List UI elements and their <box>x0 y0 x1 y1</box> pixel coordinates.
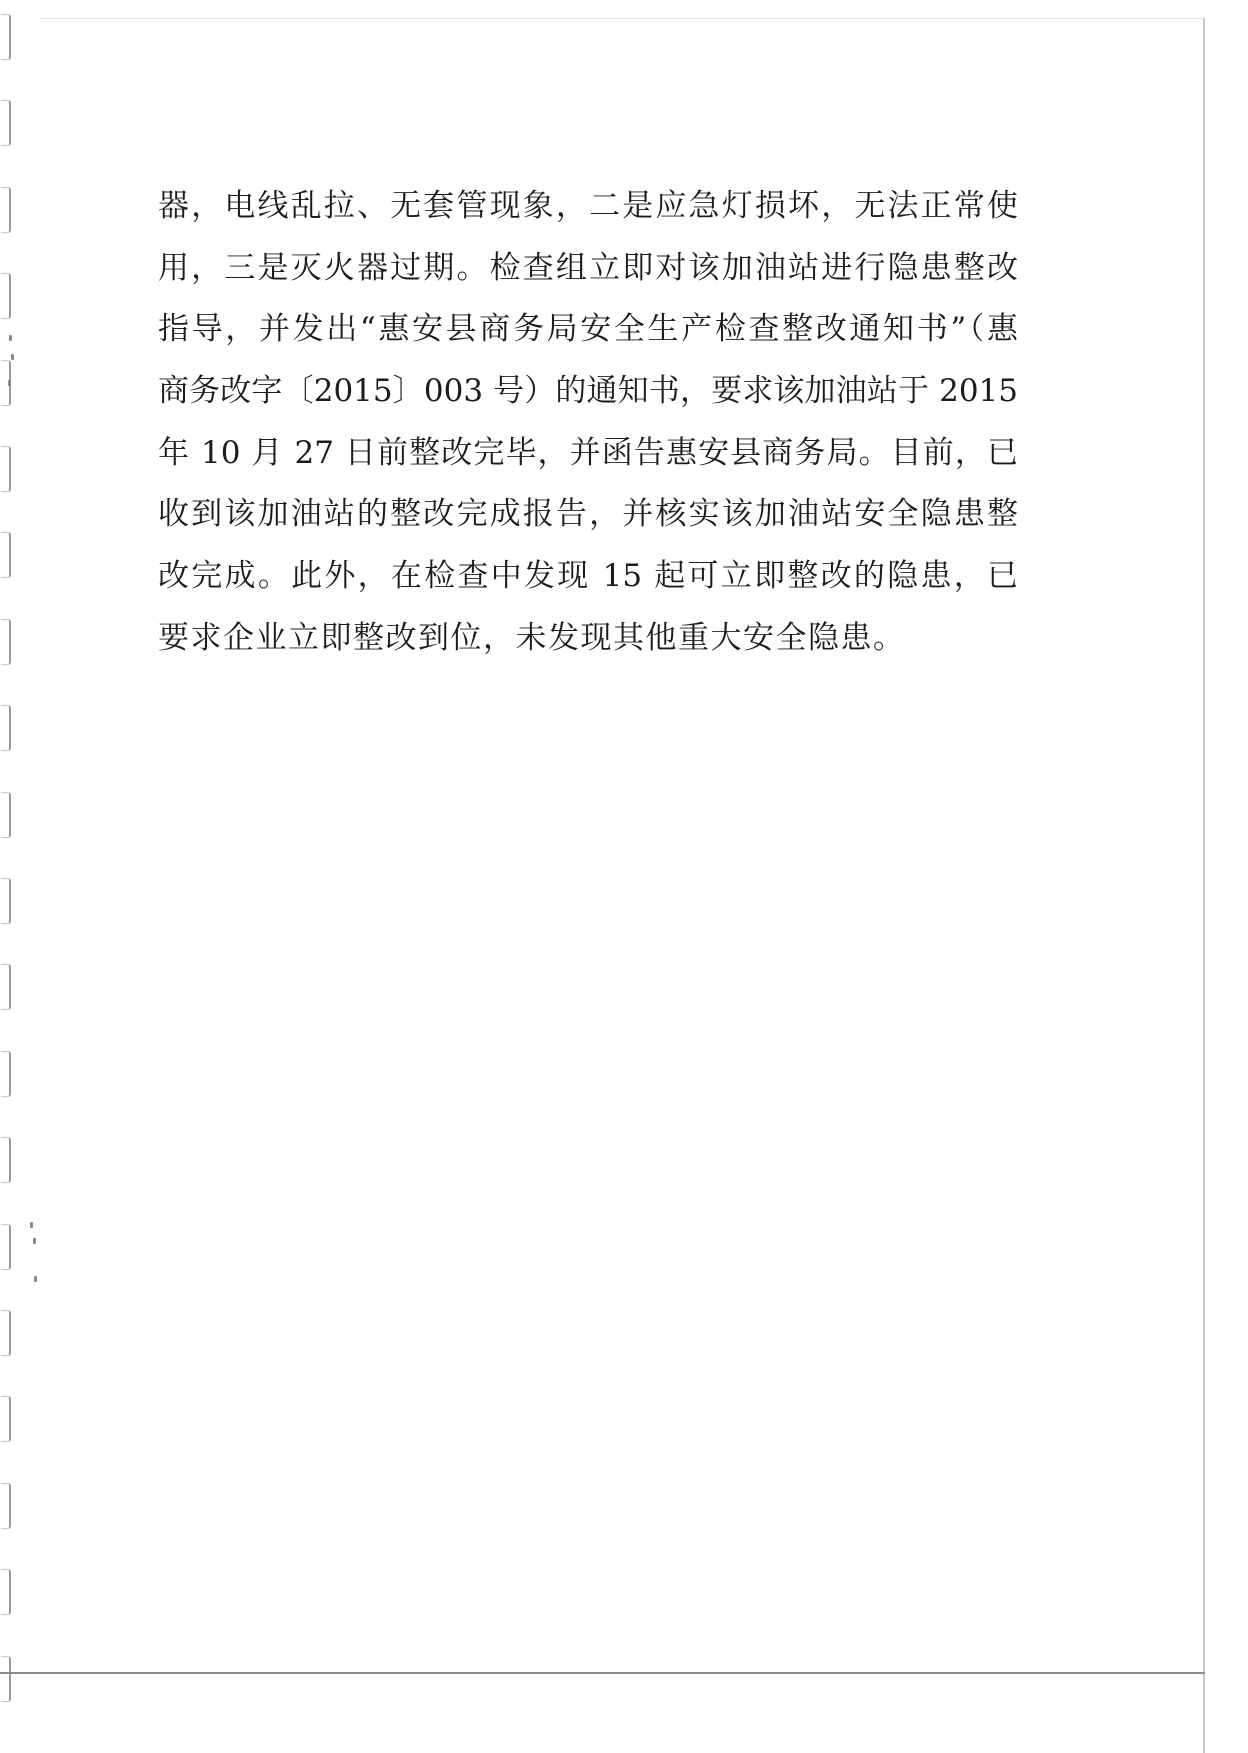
binding-mark <box>1 878 11 924</box>
text-line: 改完成。此外，在检查中发现 15 起可立即整改的隐患，已 <box>158 558 1018 595</box>
scan-speck <box>30 1222 33 1228</box>
binding-mark <box>1 1051 11 1097</box>
scan-speck <box>33 1238 36 1244</box>
text-line-last: 要求企业立即整改到位，未发现其他重大安全隐患。 <box>158 619 906 656</box>
text-line: 年 10 月 27 日前整改完毕，并函告惠安县商务局。目前，已 <box>158 434 1018 471</box>
binding-mark <box>1 1137 11 1183</box>
scan-speck <box>34 1276 37 1282</box>
text-line: 收到该加油站的整改完成报告，并核实该加油站安全隐患整 <box>158 496 1018 533</box>
text-line: 指导，并发出“惠安县商务局安全生产检查整改通知书”（惠 <box>158 311 1018 348</box>
binding-mark <box>1 187 11 233</box>
scan-speck <box>11 354 14 360</box>
binding-mark <box>1 1310 11 1356</box>
binding-mark <box>1 1569 11 1615</box>
page-top-edge <box>40 18 1205 19</box>
binding-mark <box>1 792 11 838</box>
bottom-rule-line <box>0 1672 1205 1674</box>
binding-mark <box>1 1396 11 1442</box>
text-line: 用，三是灭火器过期。检查组立即对该加油站进行隐患整改 <box>158 249 1018 286</box>
body-paragraph <box>158 176 1018 670</box>
text-line: 器，电线乱拉、无套管现象，二是应急灯损坏，无法正常使 <box>158 188 1018 224</box>
binding-mark <box>1 1656 11 1702</box>
binding-mark <box>1 532 11 578</box>
binding-mark <box>1 100 11 146</box>
binding-mark <box>1 446 11 492</box>
binding-mark <box>1 705 11 751</box>
binding-mark <box>1 1224 11 1270</box>
text-line: 商务改字〔2015〕003 号）的通知书，要求该加油站于 2015 <box>158 373 1018 410</box>
binding-mark <box>1 14 11 60</box>
binding-hole-marks <box>0 0 20 1753</box>
binding-mark <box>1 1483 11 1529</box>
scan-speck <box>8 380 11 386</box>
binding-mark <box>1 619 11 665</box>
binding-mark <box>1 964 11 1010</box>
page-right-edge <box>1203 18 1205 1753</box>
scan-speck <box>9 335 12 341</box>
binding-mark <box>1 273 11 319</box>
